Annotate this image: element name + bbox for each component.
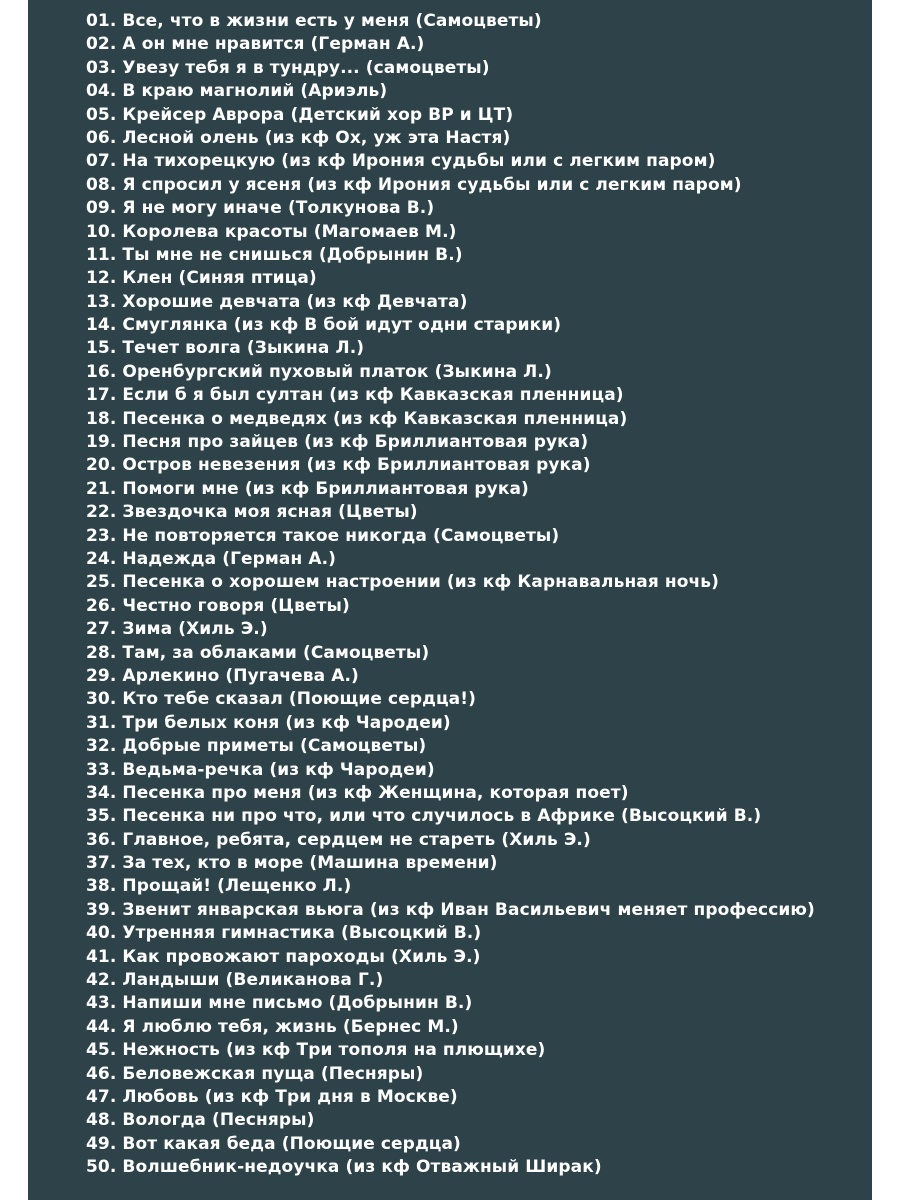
track-item: 05. Крейсер Аврора (Детский хор ВР и ЦТ): [86, 104, 514, 125]
track-item: 30. Кто тебе сказал (Поющие сердца!): [86, 689, 476, 710]
track-item: 39. Звенит январская вьюга (из кф Иван Васильевич меняет профессию): [86, 899, 815, 920]
track-item: 35. Песенка ни про что, или что случилось в Африке (Высоцкий В.): [86, 806, 762, 827]
track-item: 48. Вологда (Песняры): [86, 1110, 315, 1131]
track-item: 09. Я не могу иначе (Толкунова В.): [86, 198, 435, 219]
track-item: 07. На тихорецкую (из кф Ирония судьбы или с легким паром): [86, 151, 716, 172]
track-item: 22. Звездочка моя ясная (Цветы): [86, 502, 418, 523]
track-item: 19. Песня про зайцев (из кф Бриллиантовая рука): [86, 432, 589, 453]
track-item: 23. Не повторяется такое никогда (Самоцветы): [86, 525, 560, 546]
track-item: 33. Ведьма-речка (из кф Чародеи): [86, 759, 435, 780]
track-item: 40. Утренняя гимнастика (Высоцкий В.): [86, 923, 482, 944]
track-item: 25. Песенка о хорошем настроении (из кф Карнавальная ночь): [86, 572, 720, 593]
track-item: 21. Помоги мне (из кф Бриллиантовая рука): [86, 478, 529, 499]
track-item: 12. Клен (Синяя птица): [86, 268, 317, 289]
track-item: 29. Арлекино (Пугачева А.): [86, 665, 359, 686]
track-item: 27. Зима (Хиль Э.): [86, 619, 268, 640]
track-item: 02. А он мне нравится (Герман А.): [86, 34, 425, 55]
track-item: 13. Хорошие девчата (из кф Девчата): [86, 291, 468, 312]
track-item: 18. Песенка о медведях (из кф Кавказская пленница): [86, 408, 628, 429]
track-item: 44. Я люблю тебя, жизнь (Бернес М.): [86, 1016, 459, 1037]
track-item: 06. Лесной олень (из кф Ох, уж эта Настя): [86, 127, 511, 148]
track-item: 31. Три белых коня (из кф Чародеи): [86, 712, 451, 733]
track-item: 36. Главное, ребята, сердцем не стареть (Хиль Э.): [86, 829, 591, 850]
track-item: 32. Добрые приметы (Самоцветы): [86, 736, 427, 757]
track-item: 38. Прощай! (Лещенко Л.): [86, 876, 352, 897]
track-item: 49. Вот какая беда (Поющие сердца): [86, 1133, 461, 1154]
track-item: 43. Напиши мне письмо (Добрынин В.): [86, 993, 473, 1014]
track-item: 26. Честно говоря (Цветы): [86, 595, 350, 616]
track-item: 16. Оренбургский пуховый платок (Зыкина Л.): [86, 361, 552, 382]
track-item: 17. Если б я был султан (из кф Кавказская пленница): [86, 385, 624, 406]
track-item: 01. Все, что в жизни есть у меня (Самоцветы): [86, 11, 542, 31]
track-item: 24. Надежда (Герман А.): [86, 548, 337, 569]
track-item: 20. Остров невезения (из кф Бриллиантовая рука): [86, 455, 591, 476]
track-item: 15. Течет волга (Зыкина Л.): [86, 338, 365, 359]
track-list: [86, 10, 886, 1180]
track-item: 45. Нежность (из кф Три тополя на плющихе): [86, 1040, 546, 1061]
track-item: 34. Песенка про меня (из кф Женщина, которая поет): [86, 782, 629, 803]
track-item: 10. Королева красоты (Магомаев М.): [86, 221, 457, 242]
tracklist-panel: [28, 0, 872, 1200]
track-item: 28. Там, за облаками (Самоцветы): [86, 642, 430, 663]
track-item: 03. Увезу тебя я в тундру... (самоцветы): [86, 57, 490, 78]
track-item: 04. В краю магнолий (Ариэль): [86, 81, 388, 102]
track-item: 42. Ландыши (Великанова Г.): [86, 970, 384, 991]
track-item: 14. Смуглянка (из кф В бой идут одни старики): [86, 315, 562, 336]
track-item: 41. Как провожают пароходы (Хиль Э.): [86, 946, 481, 967]
track-item: 37. За тех, кто в море (Машина времени): [86, 853, 498, 874]
track-item: 50. Волшебник-недоучка (из кф Отважный Ширак): [86, 1157, 602, 1178]
track-item: 47. Любовь (из кф Три дня в Москве): [86, 1086, 458, 1107]
track-item: 11. Ты мне не снишься (Добрынин В.): [86, 244, 463, 265]
track-item: 08. Я спросил у ясеня (из кф Ирония судьбы или с легким паром): [86, 174, 742, 195]
track-item: 46. Беловежская пуща (Песняры): [86, 1063, 424, 1084]
